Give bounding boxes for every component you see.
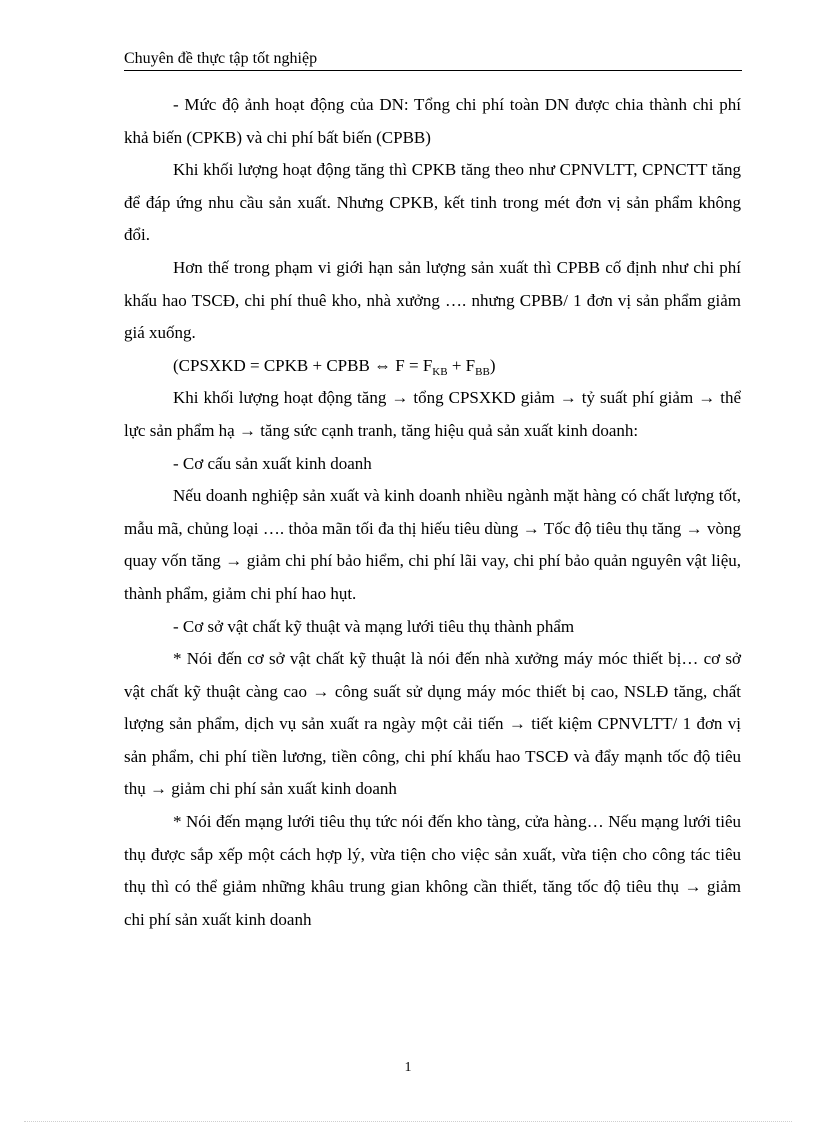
paragraph-cost-behavior: - Mức độ ảnh hoạt động của DN: Tổng chi phí toàn DN được chia thành chi phí khả biến (CPKB) và chi phí bất biến (CPBB) [124,95,741,147]
paragraph-facilities-heading: - Cơ sở vật chất kỹ thuật và mạng lưới tiêu thụ thành phẩm [173,616,575,636]
formula-middle: + F [447,355,476,375]
cost-formula [124,350,741,383]
formula-right: ) [489,355,496,375]
page-bottom-divider [24,1121,792,1122]
paragraph-facilities: * Nói đến cơ sở vật chất kỹ thuật là nói đến nhà xưởng máy móc thiết bị… cơ sở vật chất kỹ thuật càng cao → công suất sử dụng máy móc thiết bị cao, NSLĐ tăng, chất lượng sản phẩm, dịch vụ sản xuất ra ngày một cải tiến → tiết kiệm CPNVLTT/ 1 đơn vị sản phẩm, chi phí tiền lương, tiền công, chi phí khấu hao TSCĐ và đẩy mạnh tốc độ tiêu thụ → giảm chi phí sản xuất kinh doanh [124,649,741,799]
paragraph-business-structure-heading: - Cơ cấu sản xuất kinh doanh [173,453,372,473]
page-header [124,49,742,71]
page-number: 1 [404,1060,412,1075]
paragraph-business-structure: Nếu doanh nghiệp sản xuất và kinh doanh nhiều ngành mặt hàng có chất lượng tốt, mẫu mã, chủng loại …. thỏa mãn tối đa thị hiếu tiêu dùng → Tốc độ tiêu thụ tăng → vòng quay vốn tăng → giảm chi phí bảo hiểm, chi phí lãi vay, chi phí bảo quản nguyên vật liệu, thành phẩm, giảm chi phí hao hụt. [124,486,741,603]
formula-left: (CPSXKD = CPKB + CPBB ⇔ F = F [173,355,433,375]
paragraph-volume-effect: Khi khối lượng hoạt động tăng → tổng CPSXKD giảm → tỷ suất phí giảm → thể lực sản phẩm hạ → tăng sức cạnh tranh, tăng hiệu quả sản xuất kinh doanh: [124,388,741,440]
formula-subscript-bb: BB [475,365,490,378]
paragraph-fixed-cost: Hơn thế trong phạm vi giới hạn sản lượng sản xuất thì CPBB cố định như chi phí khấu hao TSCĐ, chi phí thuê kho, nhà xưởng …. nhưng CPBB/ 1 đơn vị sản phẩm giảm giá xuống. [124,257,741,343]
document-title: Chuyên đề thực tập tốt nghiệp [124,50,318,67]
paragraph-variable-cost: Khi khối lượng hoạt động tăng thì CPKB tăng theo như CPNVLTT, CPNCTT tăng để đáp ứng nhu cầu sản xuất. Nhưng CPKB, kết tinh trong mét đơn vị sản phẩm không đổi. [124,160,741,245]
document-body [124,89,741,936]
paragraph-distribution-network: * Nói đến mạng lưới tiêu thụ tức nói đến kho tàng, cửa hàng… Nếu mạng lưới tiêu thụ được sắp xếp một cách hợp lý, vừa tiện cho việc sản xuất, vừa tiện cho công tác tiêu thụ thì có thể giảm những khâu trung gian không cần thiết, tăng tốc độ tiêu thụ → giảm chi phí sản xuất kinh doanh [124,812,741,929]
formula-subscript-kb: KB [432,365,448,378]
